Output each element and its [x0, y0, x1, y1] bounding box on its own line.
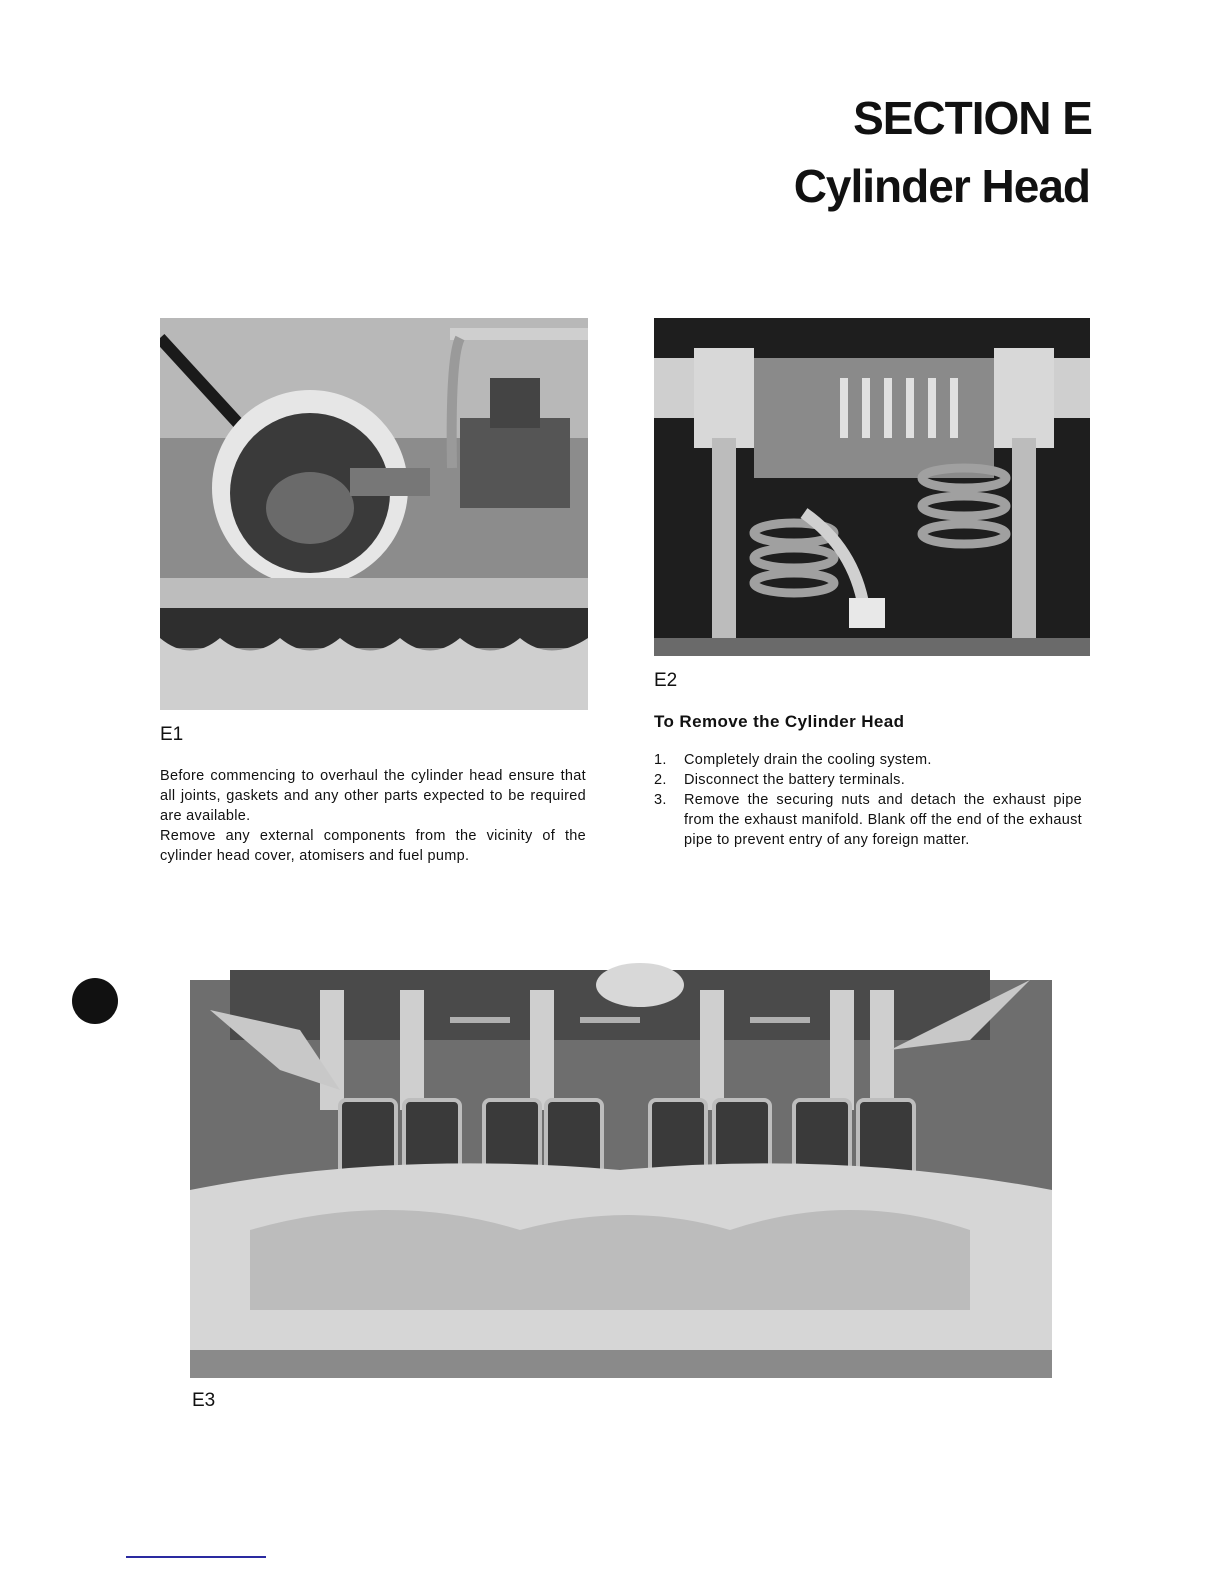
photo-e2	[654, 318, 1090, 656]
section-title: SECTION E	[853, 92, 1092, 144]
procedure-step	[654, 790, 1082, 850]
binder-hole	[72, 978, 118, 1024]
caption-e1: E1	[160, 724, 184, 745]
procedure-step	[654, 770, 1082, 790]
step-text: Disconnect the battery terminals.	[684, 772, 906, 788]
step-text: Remove the securing nuts and detach the exhaust pipe from the exhaust manifold. Blank off the end of the exhaust pipe to prevent entry of any foreign matter.	[684, 792, 1082, 848]
step-number: 1.	[654, 752, 667, 768]
photo-e3	[190, 890, 1052, 1378]
caption-e3: E3	[192, 1390, 216, 1411]
intro-paragraph-1: Before commencing to overhaul the cylinder head ensure that all joints, gaskets and any other parts expected to be required are available.	[160, 768, 586, 824]
step-number: 2.	[654, 772, 667, 788]
section-subtitle: Cylinder Head	[793, 160, 1090, 212]
intro-text	[160, 766, 586, 866]
footer-rule	[126, 1556, 266, 1558]
procedure-steps	[654, 750, 1082, 850]
step-text: Completely drain the cooling system.	[684, 752, 932, 768]
caption-e2: E2	[654, 670, 678, 691]
procedure-step	[654, 750, 1082, 770]
photo-e1	[160, 318, 588, 710]
intro-paragraph-2: Remove any external components from the vicinity of the cylinder head cover, atomisers and fuel pump.	[160, 828, 586, 864]
procedure-heading: To Remove the Cylinder Head	[654, 712, 905, 731]
step-number: 3.	[654, 792, 667, 808]
